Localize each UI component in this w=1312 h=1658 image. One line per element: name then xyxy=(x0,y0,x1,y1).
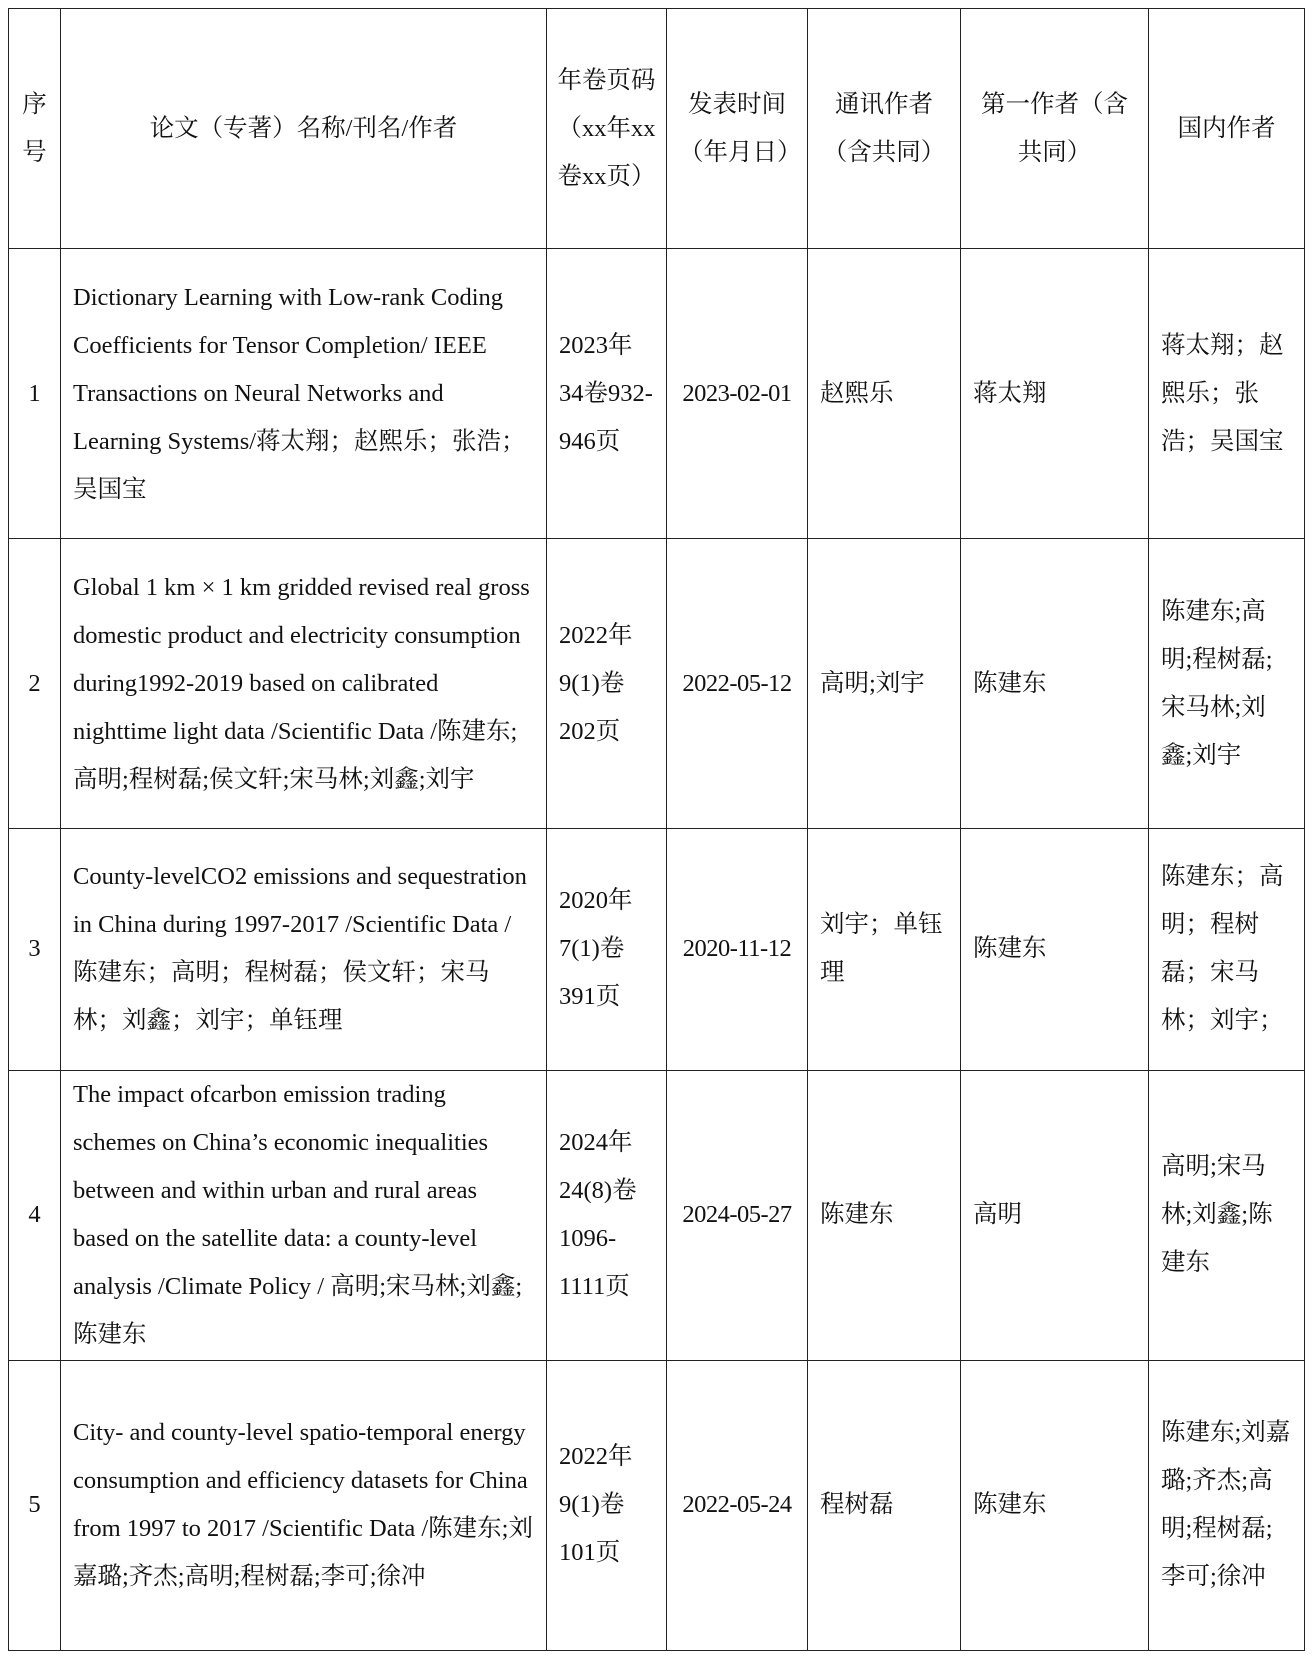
row-volume: 2022年9(1)卷101页 xyxy=(547,1360,667,1650)
row-date: 2022-05-12 xyxy=(667,539,808,829)
row-first-author: 蒋太翔 xyxy=(961,249,1149,539)
row-corresponding-author: 赵熙乐 xyxy=(808,249,961,539)
row-index: 5 xyxy=(9,1360,61,1650)
header-date: 发表时间（年月日） xyxy=(667,9,808,249)
table-row xyxy=(9,249,1305,539)
row-corresponding-author: 陈建东 xyxy=(808,1070,961,1360)
row-title: The impact ofcarbon emission trading schemes on China’s economic inequalities between and within urban and rural areas based on the satellite data: a county-level analysis /Climate Policy / 高明;宋马林;刘鑫;陈建东 xyxy=(61,1070,547,1360)
header-index: 序号 xyxy=(9,9,61,249)
row-corresponding-author: 程树磊 xyxy=(808,1360,961,1650)
row-corresponding-author: 刘宇；单钰理 xyxy=(808,829,961,1071)
row-first-author: 高明 xyxy=(961,1070,1149,1360)
row-domestic-authors: 陈建东；高明；程树磊；宋马林；刘宇； xyxy=(1149,829,1305,1071)
papers-table xyxy=(8,8,1305,1651)
row-date: 2022-05-24 xyxy=(667,1360,808,1650)
row-index: 4 xyxy=(9,1070,61,1360)
row-date: 2020-11-12 xyxy=(667,829,808,1071)
header-first-author: 第一作者（含共同） xyxy=(961,9,1149,249)
row-index: 3 xyxy=(9,829,61,1071)
row-domestic-authors: 蒋太翔；赵熙乐；张浩；吴国宝 xyxy=(1149,249,1305,539)
row-volume: 2023年34卷932-946页 xyxy=(547,249,667,539)
row-first-author: 陈建东 xyxy=(961,829,1149,1071)
row-volume: 2024年24(8)卷1096-1111页 xyxy=(547,1070,667,1360)
table-row xyxy=(9,829,1305,1071)
row-index: 1 xyxy=(9,249,61,539)
row-title: County-levelCO2 emissions and sequestration in China during 1997-2017 /Scientific Data / 陈建东；高明；程树磊；侯文轩；宋马林；刘鑫；刘宇；单钰理 xyxy=(61,829,547,1071)
row-date: 2024-05-27 xyxy=(667,1070,808,1360)
row-index: 2 xyxy=(9,539,61,829)
table-row xyxy=(9,1070,1305,1360)
table-row xyxy=(9,1360,1305,1650)
row-volume: 2022年9(1)卷202页 xyxy=(547,539,667,829)
table-header-row xyxy=(9,9,1305,249)
row-corresponding-author: 高明;刘宇 xyxy=(808,539,961,829)
header-domestic-authors: 国内作者 xyxy=(1149,9,1305,249)
row-date: 2023-02-01 xyxy=(667,249,808,539)
row-domestic-authors: 高明;宋马林;刘鑫;陈建东 xyxy=(1149,1070,1305,1360)
header-corresponding-author: 通讯作者（含共同） xyxy=(808,9,961,249)
row-first-author: 陈建东 xyxy=(961,539,1149,829)
row-title: Global 1 km × 1 km gridded revised real gross domestic product and electricity consumption during1992-2019 based on calibrated nighttime light data /Scientific Data /陈建东;高明;程树磊;侯文轩;宋马林;刘鑫;刘宇 xyxy=(61,539,547,829)
row-domestic-authors: 陈建东;高明;程树磊;宋马林;刘鑫;刘宇 xyxy=(1149,539,1305,829)
table-row xyxy=(9,539,1305,829)
row-domestic-authors: 陈建东;刘嘉璐;齐杰;高明;程树磊;李可;徐冲 xyxy=(1149,1360,1305,1650)
row-first-author: 陈建东 xyxy=(961,1360,1149,1650)
row-title: City- and county-level spatio-temporal energy consumption and efficiency datasets for China from 1997 to 2017 /Scientific Data /陈建东;刘嘉璐;齐杰;高明;程树磊;李可;徐冲 xyxy=(61,1360,547,1650)
row-title: Dictionary Learning with Low-rank Coding Coefficients for Tensor Completion/ IEEE Transactions on Neural Networks and Learning Systems/蒋太翔；赵熙乐；张浩；吴国宝 xyxy=(61,249,547,539)
header-title: 论文（专著）名称/刊名/作者 xyxy=(61,9,547,249)
row-volume: 2020年7(1)卷391页 xyxy=(547,829,667,1071)
header-volume: 年卷页码（xx年xx卷xx页） xyxy=(547,9,667,249)
